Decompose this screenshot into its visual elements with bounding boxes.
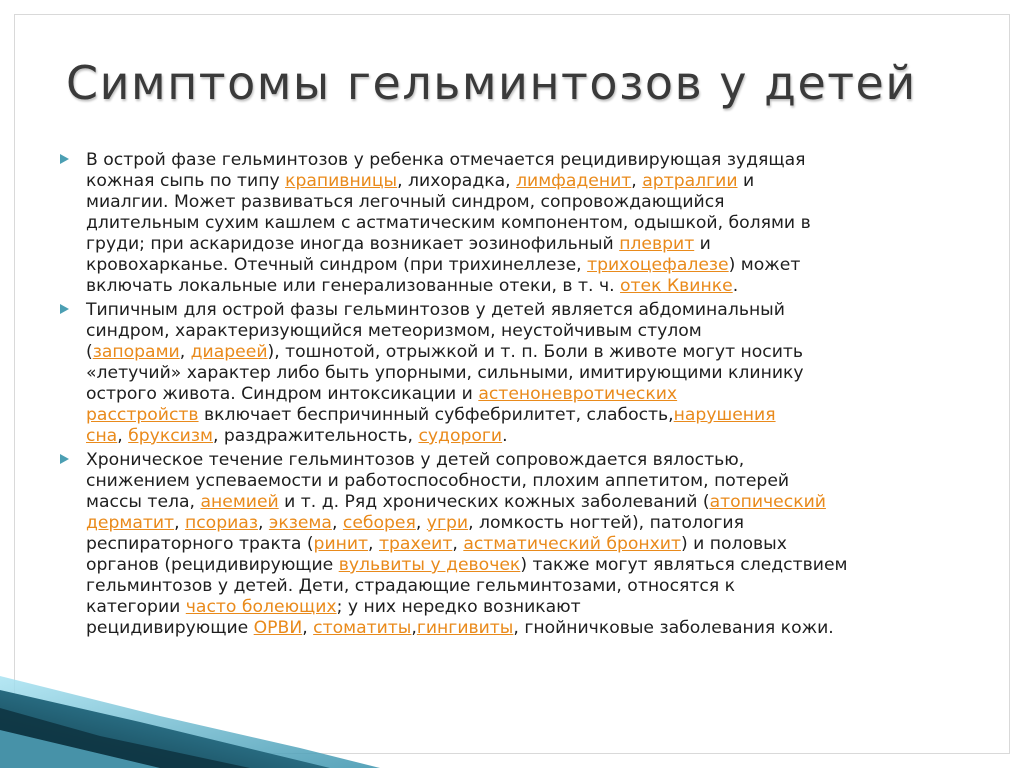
paragraph-segment: , xyxy=(174,513,185,533)
bullet-triangle-icon xyxy=(60,454,69,464)
paragraph-segment: ) может включать локальные или генерализованные отеки, в т. ч. xyxy=(86,255,801,296)
term-link[interactable]: трихоцефалезе xyxy=(587,255,729,275)
bullet-item xyxy=(60,450,960,639)
paragraph-segment: , xyxy=(117,426,129,446)
term-link[interactable]: крапивницы xyxy=(285,171,398,191)
term-link[interactable]: часто болеющих xyxy=(185,597,337,617)
term-link[interactable]: анемией xyxy=(200,492,279,512)
term-link[interactable]: стоматиты xyxy=(313,618,412,638)
slide-title: Симптомы гельминтозов у детей xyxy=(66,56,917,110)
term-link[interactable]: диареей xyxy=(190,342,268,362)
paragraph-segment: , xyxy=(331,513,343,533)
bullet-item xyxy=(60,150,960,297)
paragraph-segment: , лихорадка, xyxy=(397,171,517,191)
term-link[interactable]: себорея xyxy=(342,513,416,533)
term-link[interactable]: угри xyxy=(426,513,469,533)
paragraph-segment: В острой фазе гельминтозов у ребенка отмечается рецидивирующая зудящая кожная сыпь по типу xyxy=(86,150,806,191)
paragraph-segment: , xyxy=(368,534,379,554)
paragraph-segment: ) также могут являться следствием гельминтозов у детей. Дети, страдающие гельминтозами, относятся к категории xyxy=(86,555,848,617)
paragraph-segment: . xyxy=(732,276,739,296)
paragraph-segment: ; у них нередко возникают рецидивирующие xyxy=(86,597,581,638)
term-link[interactable]: трахеит xyxy=(378,534,453,554)
paragraph-segment: ) и половых органов (рецидивирующие xyxy=(86,534,787,575)
term-link[interactable]: атопический дерматит xyxy=(86,492,826,533)
term-link[interactable]: вульвиты у девочек xyxy=(338,555,521,575)
paragraph-segment: включает беспричинный субфебрилитет, слабость, xyxy=(198,405,674,425)
term-link[interactable]: экзема xyxy=(268,513,332,533)
bullet-triangle-icon xyxy=(60,154,69,164)
term-link[interactable]: ОРВИ xyxy=(253,618,303,638)
bullet-item xyxy=(60,300,960,447)
term-link[interactable]: астматический бронхит xyxy=(463,534,681,554)
bullet-triangle-icon xyxy=(60,304,69,314)
term-link[interactable]: артралгии xyxy=(642,171,738,191)
paragraph-text xyxy=(86,300,960,447)
term-link[interactable]: псориаз xyxy=(185,513,258,533)
paragraph-text xyxy=(86,450,960,639)
term-link[interactable]: судороги xyxy=(418,426,503,446)
paragraph-segment: , xyxy=(452,534,464,554)
term-link[interactable]: астеноневротических расстройств xyxy=(86,384,678,425)
term-link[interactable]: плеврит xyxy=(619,234,695,254)
paragraph-segment: и т. д. Ряд хронических кожных заболеваний ( xyxy=(278,492,710,512)
paragraph-segment: Хроническое течение гельминтозов у детей сопровождается вялостью, снижением успеваемости и работоспособности, плохим аппетитом, потерей массы тела, xyxy=(86,450,790,512)
paragraph-segment: и кровохарканье. Отечный синдром (при трихинеллезе, xyxy=(86,234,711,275)
paragraph-segment: . xyxy=(502,426,508,446)
paragraph-segment: , раздражительность, xyxy=(212,426,419,446)
paragraph-segment: , xyxy=(631,171,643,191)
paragraph-segment: , xyxy=(415,513,427,533)
paragraph-segment: , гнойничковые заболевания кожи. xyxy=(513,618,834,638)
paragraph-segment: , xyxy=(179,342,191,362)
term-link[interactable]: запорами xyxy=(92,342,180,362)
bullet-list xyxy=(60,150,960,642)
paragraph-segment: Типичным для острой фазы гельминтозов у детей является абдоминальный синдром, характеризующийся метеоризмом, неустойчивым стулом ( xyxy=(86,300,785,362)
paragraph-text xyxy=(86,150,960,297)
term-link[interactable]: отек Квинке xyxy=(620,276,733,296)
paragraph-segment: , xyxy=(411,618,417,638)
term-link[interactable]: лимфаденит xyxy=(516,171,632,191)
paragraph-segment: ), тошнотой, отрыжкой и т. п. Боли в животе могут носить «летучий» характер либо быть упорными, сильными, имитирующими клинику острого живота. Синдром интоксикации и xyxy=(86,342,804,404)
paragraph-segment: , xyxy=(302,618,314,638)
term-link[interactable]: бруксизм xyxy=(128,426,213,446)
paragraph-segment: , ломкость ногтей), патология респираторного тракта ( xyxy=(86,513,744,554)
paragraph-segment: и миалгии. Может развиваться легочный синдром, сопровождающийся длительным сухим кашлем с астматическим компонентом, одышкой, болями в груди; при аскаридозе иногда возникает эозинофильный xyxy=(86,171,811,254)
paragraph-segment: , xyxy=(257,513,269,533)
term-link[interactable]: гингивиты xyxy=(416,618,514,638)
term-link[interactable]: ринит xyxy=(313,534,369,554)
term-link[interactable]: нарушения сна xyxy=(86,405,776,446)
